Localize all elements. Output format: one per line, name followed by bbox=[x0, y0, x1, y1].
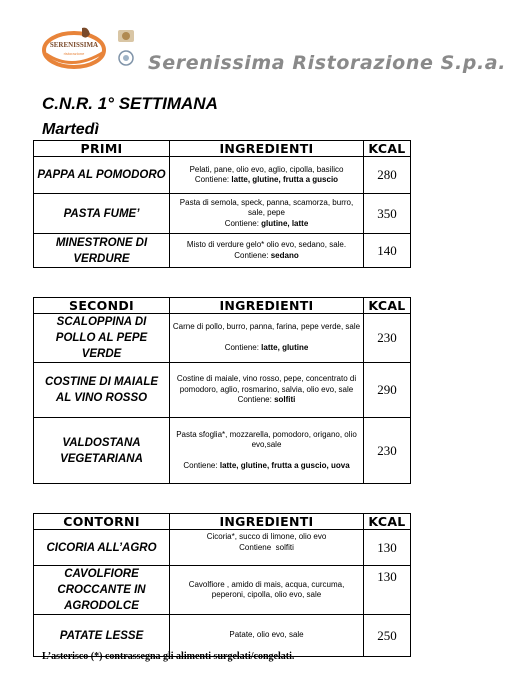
dish-kcal: 350 bbox=[364, 194, 411, 234]
ingredients-text: Pasta sfoglia*, mozzarella, pomodoro, origano, olio evo,sale bbox=[176, 429, 357, 449]
dish-kcal: 250 bbox=[364, 615, 411, 657]
section-heading: SECONDI bbox=[34, 298, 170, 314]
dish-kcal: 280 bbox=[364, 157, 411, 194]
dish-kcal: 290 bbox=[364, 363, 411, 418]
dish-name: PATATE LESSE bbox=[34, 615, 170, 657]
ingredients-heading: INGREDIENTI bbox=[170, 298, 364, 314]
dish-name: CICORIA ALL’AGRO bbox=[34, 530, 170, 566]
dish-kcal: 140 bbox=[364, 234, 411, 268]
table-row bbox=[34, 314, 411, 363]
dish-name: PASTA FUME’ bbox=[34, 194, 170, 234]
allergens-line bbox=[225, 219, 309, 228]
table-row bbox=[34, 566, 411, 615]
dish-name: PAPPA AL POMODORO bbox=[34, 157, 170, 194]
allergens-text: latte, glutine, frutta a guscio, uova bbox=[219, 461, 350, 470]
ingredients-heading: INGREDIENTI bbox=[170, 141, 364, 157]
allergens-text: solfiti bbox=[274, 395, 296, 405]
dish-ingredients bbox=[170, 363, 364, 418]
table-row bbox=[34, 418, 411, 484]
allergens-line bbox=[225, 343, 309, 352]
kcal-heading: KCAL bbox=[364, 514, 411, 530]
kcal-heading: KCAL bbox=[364, 141, 411, 157]
svg-text:ristorazione: ristorazione bbox=[63, 51, 85, 56]
dish-ingredients: Patate, olio evo, sale bbox=[170, 615, 364, 657]
allergens-line bbox=[238, 395, 296, 404]
svg-text:SERENISSIMA: SERENISSIMA bbox=[49, 41, 99, 49]
dish-ingredients bbox=[170, 234, 364, 268]
allergens-text: solfiti bbox=[275, 542, 294, 552]
table-header-row bbox=[34, 514, 411, 530]
dish-kcal: 130 bbox=[364, 566, 411, 615]
company-logo bbox=[42, 24, 140, 72]
company-name: Serenissima Ristorazione S.p.a. bbox=[148, 52, 506, 74]
table-row bbox=[34, 530, 411, 566]
contains-label: Contiene: bbox=[183, 461, 218, 470]
table-row bbox=[34, 194, 411, 234]
kcal-heading: KCAL bbox=[364, 298, 411, 314]
dish-ingredients bbox=[170, 157, 364, 194]
primi-table bbox=[33, 140, 411, 268]
dish-name: VALDOSTANA VEGETARIANA bbox=[34, 418, 170, 484]
dish-name: COSTINE DI MAIALE AL VINO ROSSO bbox=[34, 363, 170, 418]
table-header-row bbox=[34, 298, 411, 314]
ingredients-text: Misto di verdure gelo* olio evo, sedano, sale. bbox=[186, 240, 347, 249]
dish-kcal: 230 bbox=[364, 418, 411, 484]
dish-name: CAVOLFIORE CROCCANTE IN AGRODOLCE bbox=[34, 566, 170, 615]
contains-label: Contiene: bbox=[194, 175, 230, 184]
footnote: L’asterisco (*) contrassegna gli alimenti surgelati/congelati. bbox=[42, 651, 295, 662]
contorni-table bbox=[33, 513, 411, 657]
ingredients-text: Pasta di semola, speck, panna, scamorza, burro, sale, pepe bbox=[179, 197, 354, 218]
day-label: Martedì bbox=[42, 121, 99, 138]
dish-name: MINESTRONE DI VERDURE bbox=[34, 234, 170, 268]
dish-kcal: 130 bbox=[364, 530, 411, 566]
contains-label: Contiene bbox=[239, 542, 272, 552]
table-row bbox=[34, 157, 411, 194]
contains-label: Contiene: bbox=[224, 218, 259, 228]
dish-ingredients bbox=[170, 314, 364, 363]
allergens-text: sedano bbox=[270, 250, 299, 260]
ingredients-text: Pelati, pane, olio evo, aglio, cipolla, basilico bbox=[189, 164, 344, 174]
allergens-line bbox=[234, 251, 299, 260]
ingredients-text: Carne di pollo, burro, panna, farina, pepe verde, sale bbox=[172, 322, 361, 332]
contains-label: Contiene: bbox=[224, 343, 259, 353]
table-header-row bbox=[34, 141, 411, 157]
allergens-text: glutine, latte bbox=[261, 218, 309, 228]
dish-ingredients: Cavolfiore , amido di mais, acqua, curcuma, peperoni, cipolla, olio evo, sale bbox=[170, 566, 364, 615]
contains-label: Contiene: bbox=[234, 250, 269, 260]
dish-ingredients bbox=[170, 530, 364, 566]
page-title: C.N.R. 1° SETTIMANA bbox=[42, 94, 218, 113]
dish-name: SCALOPPINA DI POLLO AL PEPE VERDE bbox=[34, 314, 170, 363]
dish-ingredients bbox=[170, 194, 364, 234]
section-heading: PRIMI bbox=[34, 141, 170, 157]
contains-label: Contiene: bbox=[237, 395, 272, 405]
section-heading: CONTORNI bbox=[34, 514, 170, 530]
table-row bbox=[34, 363, 411, 418]
allergens-text: latte, glutine bbox=[261, 343, 309, 353]
ingredients-heading: INGREDIENTI bbox=[170, 514, 364, 530]
allergens-text: latte, glutine, frutta a guscio bbox=[231, 175, 339, 184]
ingredients-text: Cicoria*, succo di limone, olio evo bbox=[206, 532, 327, 541]
table-row bbox=[34, 234, 411, 268]
secondi-table bbox=[33, 297, 411, 484]
allergens-line bbox=[239, 543, 294, 552]
page-header bbox=[0, 0, 506, 86]
allergens-line bbox=[195, 175, 338, 184]
dish-kcal: 230 bbox=[364, 314, 411, 363]
allergens-line bbox=[183, 461, 349, 470]
dish-ingredients bbox=[170, 418, 364, 484]
ingredients-text: Costine di maiale, vino rosso, pepe, concentrato di pomodoro, aglio, rosmarino, salvia, olio evo, sale bbox=[176, 374, 357, 394]
